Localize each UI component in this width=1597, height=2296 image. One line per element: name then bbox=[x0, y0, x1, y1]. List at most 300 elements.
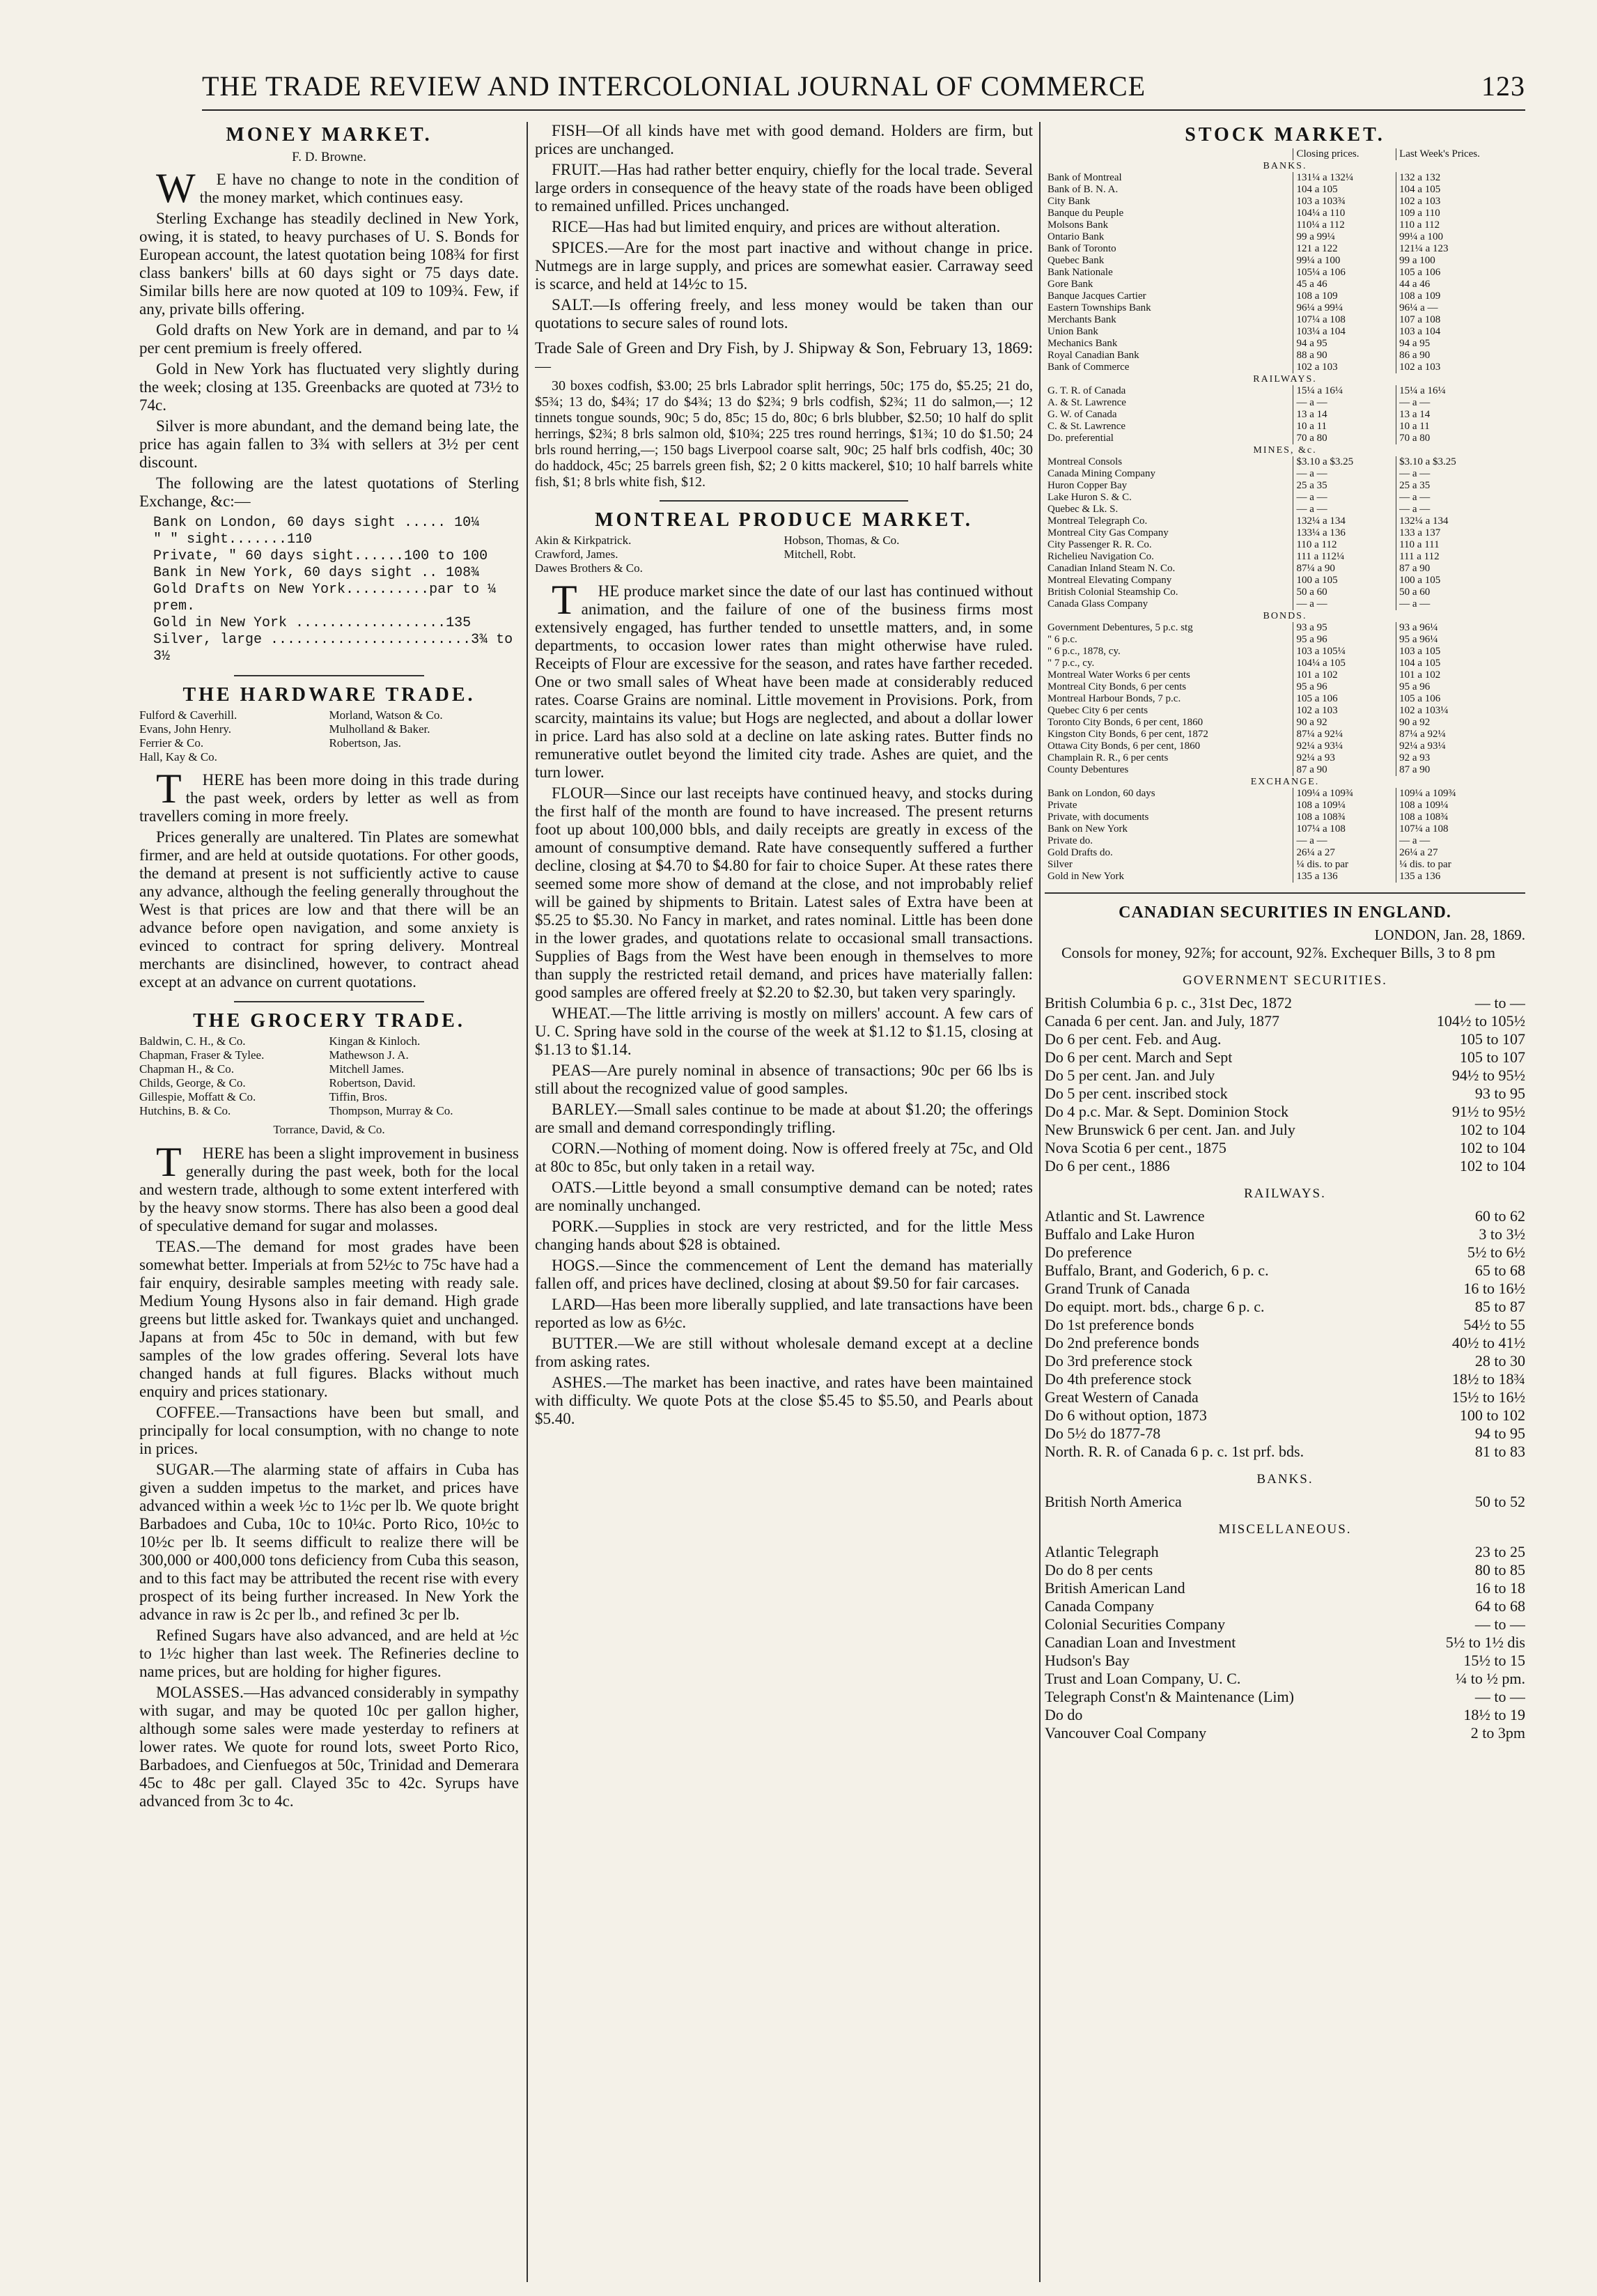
stock-closing: 108 a 109¼ bbox=[1293, 800, 1396, 812]
stock-last: 102 a 103¼ bbox=[1396, 705, 1525, 717]
stock-closing: 88 a 90 bbox=[1293, 350, 1396, 362]
security-row bbox=[1045, 1579, 1525, 1597]
column-2 bbox=[535, 122, 1033, 2282]
stock-last: 135 a 136 bbox=[1396, 871, 1525, 883]
stock-last: 13 a 14 bbox=[1396, 409, 1525, 421]
firm-name: Hobson, Thomas, & Co. bbox=[784, 534, 900, 547]
stock-last: 94 a 95 bbox=[1396, 338, 1525, 350]
security-price: 15½ to 16½ bbox=[1451, 1388, 1525, 1406]
firm-name: Gillespie, Moffatt & Co. bbox=[139, 1090, 256, 1103]
firm-name: Hutchins, B. & Co. bbox=[139, 1104, 231, 1117]
security-row bbox=[1045, 1157, 1525, 1175]
stock-row bbox=[1045, 563, 1525, 575]
stock-closing: 102 a 103 bbox=[1293, 362, 1396, 373]
security-name: Do 6 per cent. Feb. and Aug. bbox=[1045, 1030, 1222, 1048]
article-paragraph: HOGS.—Since the commencement of Lent the demand has materially fallen off, and prices have declined, closing at about $9.50 for fair carcases. bbox=[535, 1257, 1033, 1292]
security-name: Do 2nd preference bonds bbox=[1045, 1334, 1199, 1351]
stock-name: Bank of B. N. A. bbox=[1047, 184, 1119, 195]
security-name: Do 1st preference bonds bbox=[1045, 1316, 1194, 1333]
stock-closing: 87¼ a 92¼ bbox=[1293, 729, 1396, 740]
security-row bbox=[1045, 1012, 1525, 1030]
stock-row bbox=[1045, 279, 1525, 290]
security-row bbox=[1045, 1139, 1525, 1157]
stock-name: British Colonial Steamship Co. bbox=[1047, 587, 1178, 598]
stock-name: Huron Copper Bay bbox=[1047, 480, 1128, 491]
stock-closing: 111 a 112¼ bbox=[1293, 551, 1396, 563]
stock-last: 87¼ a 92¼ bbox=[1396, 729, 1525, 740]
stock-closing: $3.10 a $3.25 bbox=[1293, 456, 1396, 468]
stock-row bbox=[1045, 515, 1525, 527]
security-row bbox=[1045, 1243, 1525, 1262]
security-row bbox=[1045, 994, 1525, 1012]
article-paragraph: CORN.—Nothing of moment doing. Now is offered freely at 75c, and Old at 80c to 85c, but only taken in a retail way. bbox=[535, 1140, 1033, 1175]
security-price: 85 to 87 bbox=[1474, 1298, 1525, 1315]
securities-dateline: LONDON, Jan. 28, 1869. bbox=[1374, 926, 1525, 943]
stock-closing: 105¼ a 106 bbox=[1293, 267, 1396, 279]
stock-row bbox=[1045, 397, 1525, 409]
stock-row bbox=[1045, 231, 1525, 243]
security-name: Canada 6 per cent. Jan. and July, 1877 bbox=[1045, 1012, 1280, 1030]
firm-name: Mulholland & Baker. bbox=[329, 722, 430, 736]
firm-name: Mitchell James. bbox=[329, 1062, 405, 1076]
stock-row bbox=[1045, 681, 1525, 693]
stock-name: Gore Bank bbox=[1047, 279, 1093, 290]
stock-row bbox=[1045, 480, 1525, 492]
stock-name: Bank on London, 60 days bbox=[1047, 788, 1155, 799]
stock-last: 102 a 103 bbox=[1396, 362, 1525, 373]
stock-row bbox=[1045, 326, 1525, 338]
stock-last: 95 a 96 bbox=[1396, 681, 1525, 693]
stock-closing: 135 a 136 bbox=[1293, 871, 1396, 883]
security-row bbox=[1045, 1615, 1525, 1634]
stock-row bbox=[1045, 338, 1525, 350]
quote-line: Silver, large ........................3¾ to 3½ bbox=[153, 632, 513, 665]
stock-name: G. T. R. of Canada bbox=[1047, 385, 1126, 396]
stock-closing: 25 a 35 bbox=[1293, 480, 1396, 492]
security-price: — to — bbox=[1474, 1688, 1525, 1705]
stock-closing: 95 a 96 bbox=[1293, 681, 1396, 693]
stock-category-row bbox=[1045, 776, 1525, 788]
security-price: 93 to 95 bbox=[1474, 1085, 1525, 1102]
stock-last: 50 a 60 bbox=[1396, 587, 1525, 598]
article-paragraph: WHEAT.—The little arriving is mostly on millers' account. A few cars of U. C. Spring have sold in the course of the week at $1.12 to $1.15, closing at $1.13 to $1.14. bbox=[535, 1004, 1033, 1058]
stock-last: 101 a 102 bbox=[1396, 669, 1525, 681]
security-row bbox=[1045, 1298, 1525, 1316]
stock-name: Champlain R. R., 6 per cents bbox=[1047, 752, 1169, 763]
stock-row bbox=[1045, 208, 1525, 219]
stock-closing: — a — bbox=[1293, 598, 1396, 610]
stock-category-row bbox=[1045, 610, 1525, 622]
stock-last: 92¼ a 93¼ bbox=[1396, 740, 1525, 752]
security-price: 65 to 68 bbox=[1474, 1262, 1525, 1279]
stock-row bbox=[1045, 551, 1525, 563]
section-divider bbox=[234, 1001, 424, 1002]
stock-row bbox=[1045, 646, 1525, 658]
security-price: — to — bbox=[1474, 1615, 1525, 1633]
stock-closing: 110¼ a 112 bbox=[1293, 219, 1396, 231]
stock-last: 111 a 112 bbox=[1396, 551, 1525, 563]
security-row bbox=[1045, 1085, 1525, 1103]
security-name: Buffalo, Brant, and Goderich, 6 p. c. bbox=[1045, 1262, 1269, 1279]
stock-category-label: MINES, &c. bbox=[1253, 445, 1317, 456]
security-price: 5½ to 6½ bbox=[1467, 1243, 1525, 1261]
security-name: Buffalo and Lake Huron bbox=[1045, 1225, 1195, 1243]
stock-last: 99¼ a 100 bbox=[1396, 231, 1525, 243]
security-name: Nova Scotia 6 per cent., 1875 bbox=[1045, 1139, 1226, 1156]
stock-last: 92 a 93 bbox=[1396, 752, 1525, 764]
column-rule bbox=[1039, 122, 1041, 2282]
security-name: Do 5 per cent. Jan. and July bbox=[1045, 1066, 1215, 1084]
stock-name: Bank Nationale bbox=[1047, 267, 1113, 278]
stock-name: Kingston City Bonds, 6 per cent, 1872 bbox=[1047, 729, 1208, 740]
stock-row bbox=[1045, 835, 1525, 847]
stock-name: Montreal Telegraph Co. bbox=[1047, 515, 1148, 527]
stock-last: 90 a 92 bbox=[1396, 717, 1525, 729]
securities-category: MISCELLANEOUS. bbox=[1218, 1522, 1352, 1537]
stock-closing: 96¼ a 99¼ bbox=[1293, 302, 1396, 314]
stock-last: — a — bbox=[1396, 504, 1525, 515]
stock-closing: 108 a 109 bbox=[1293, 290, 1396, 302]
article-paragraph: THERE has been a slight improvement in business generally during the past week, both for the local and western trade, although to some extent interfered with by the heavy snow storms. There has also been a good deal of speculative demand for sugar and molasses. bbox=[139, 1139, 519, 1234]
stock-last: 132 a 132 bbox=[1396, 172, 1525, 184]
stock-closing: 99¼ a 100 bbox=[1293, 255, 1396, 267]
stock-last: 70 a 80 bbox=[1396, 433, 1525, 444]
security-row bbox=[1045, 1543, 1525, 1561]
stock-closing: — a — bbox=[1293, 835, 1396, 847]
security-price: 18½ to 18¾ bbox=[1451, 1370, 1525, 1388]
stock-last: ¼ dis. to par bbox=[1396, 859, 1525, 871]
stock-name: Quebec City 6 per cents bbox=[1047, 705, 1148, 716]
firm-name: Mathewson J. A. bbox=[329, 1048, 409, 1062]
firm-name: Akin & Kirkpatrick. bbox=[535, 534, 632, 547]
stock-row bbox=[1045, 172, 1525, 184]
security-row bbox=[1045, 1493, 1525, 1511]
article-paragraph: Silver is more abundant, and the demand being late, the price has again fallen to 3¾ with sellers at 3½ per cent discount. bbox=[139, 417, 519, 471]
stock-closing: 103 a 105¼ bbox=[1293, 646, 1396, 658]
security-name: Hudson's Bay bbox=[1045, 1652, 1130, 1669]
stock-closing: 95 a 96 bbox=[1293, 634, 1396, 646]
security-row bbox=[1045, 1352, 1525, 1370]
stock-row bbox=[1045, 409, 1525, 421]
stock-category-row bbox=[1045, 160, 1525, 172]
security-price: 105 to 107 bbox=[1459, 1030, 1525, 1048]
security-price: ¼ to ½ pm. bbox=[1455, 1670, 1525, 1687]
stock-name: Bank on New York bbox=[1047, 823, 1128, 835]
firm-name: Robertson, David. bbox=[329, 1076, 416, 1089]
article-paragraph: Gold in New York has fluctuated very slightly during the week; closing at 135. Greenbacks are quoted at 73½ to 74c. bbox=[139, 360, 519, 414]
security-row bbox=[1045, 1066, 1525, 1085]
stock-closing: 99 a 99¼ bbox=[1293, 231, 1396, 243]
article-paragraph: The following are the latest quotations of Sterling Exchange, &c:— bbox=[139, 474, 519, 510]
security-price: 94 to 95 bbox=[1474, 1425, 1525, 1442]
stock-row bbox=[1045, 622, 1525, 634]
stock-name: Montreal City Gas Company bbox=[1047, 527, 1169, 538]
stock-name: Union Bank bbox=[1047, 326, 1098, 337]
stock-name: Bank of Montreal bbox=[1047, 172, 1122, 183]
security-price: 60 to 62 bbox=[1474, 1207, 1525, 1225]
stock-category-row bbox=[1045, 373, 1525, 385]
firm-name: Chapman H., & Co. bbox=[139, 1062, 234, 1076]
security-name: Trust and Loan Company, U. C. bbox=[1045, 1670, 1241, 1687]
stock-closing: 100 a 105 bbox=[1293, 575, 1396, 587]
stock-name: Richelieu Navigation Co. bbox=[1047, 551, 1154, 562]
security-name: Great Western of Canada bbox=[1045, 1388, 1199, 1406]
stock-row bbox=[1045, 740, 1525, 752]
security-price: 40½ to 41½ bbox=[1451, 1334, 1525, 1351]
grocery-firm-list bbox=[139, 1034, 519, 1118]
stock-closing: 132¼ a 134 bbox=[1293, 515, 1396, 527]
stock-last: 107¼ a 108 bbox=[1396, 823, 1525, 835]
stock-category-label: RAILWAYS. bbox=[1253, 374, 1317, 385]
security-row bbox=[1045, 1121, 1525, 1139]
firm-name: Mitchell, Robt. bbox=[784, 548, 856, 561]
stock-row bbox=[1045, 492, 1525, 504]
stock-row bbox=[1045, 456, 1525, 468]
stock-closing: 50 a 60 bbox=[1293, 587, 1396, 598]
stock-last: 10 a 11 bbox=[1396, 421, 1525, 433]
quote-line: Bank in New York, 60 days sight .. 108¾ bbox=[153, 565, 480, 581]
stock-closing: 107¼ a 108 bbox=[1293, 314, 1396, 326]
stock-name: Eastern Townships Bank bbox=[1047, 302, 1151, 313]
security-price: 102 to 104 bbox=[1459, 1157, 1525, 1174]
stock-name: Private bbox=[1047, 800, 1077, 811]
stock-name: Montreal Harbour Bonds, 7 p.c. bbox=[1047, 693, 1181, 704]
security-row bbox=[1045, 1030, 1525, 1048]
stock-row bbox=[1045, 433, 1525, 444]
security-price: 28 to 30 bbox=[1474, 1352, 1525, 1370]
stock-last: 107 a 108 bbox=[1396, 314, 1525, 326]
stock-row bbox=[1045, 788, 1525, 800]
stock-last: 15¼ a 16¼ bbox=[1396, 385, 1525, 397]
stock-row bbox=[1045, 693, 1525, 705]
stock-row bbox=[1045, 385, 1525, 397]
hardware-heading: THE HARDWARE TRADE. bbox=[182, 684, 476, 706]
stock-name: Gold Drafts do. bbox=[1047, 847, 1113, 858]
article-paragraph: PEAS—Are purely nominal in absence of transactions; 90c per 66 lbs is still about the recognized value of good samples. bbox=[535, 1062, 1033, 1097]
security-row bbox=[1045, 1207, 1525, 1225]
column-rule bbox=[527, 122, 528, 2282]
article-paragraph: WE have no change to note in the condition of the money market, which continues easy. bbox=[156, 165, 519, 211]
stock-closing: 90 a 92 bbox=[1293, 717, 1396, 729]
stock-last: 103 a 105 bbox=[1396, 646, 1525, 658]
stock-row bbox=[1045, 587, 1525, 598]
security-name: Do equipt. mort. bds., charge 6 p. c. bbox=[1045, 1298, 1265, 1315]
stock-category-label: BONDS. bbox=[1263, 611, 1307, 621]
security-row bbox=[1045, 1724, 1525, 1742]
security-row bbox=[1045, 1048, 1525, 1066]
stock-row bbox=[1045, 752, 1525, 764]
firm-name: Tiffin, Bros. bbox=[329, 1090, 388, 1103]
section-divider bbox=[660, 500, 909, 502]
stock-name: City Passenger R. R. Co. bbox=[1047, 539, 1152, 550]
stock-name: Ottawa City Bonds, 6 per cent, 1860 bbox=[1047, 740, 1201, 752]
stock-row bbox=[1045, 859, 1525, 871]
stock-name: County Debentures bbox=[1047, 764, 1129, 775]
stock-last: 87 a 90 bbox=[1396, 563, 1525, 575]
stock-name: Canada Mining Company bbox=[1047, 468, 1155, 479]
security-price: 54½ to 55 bbox=[1463, 1316, 1525, 1333]
stock-closing: 108 a 108¾ bbox=[1293, 812, 1396, 823]
stock-last: — a — bbox=[1396, 492, 1525, 504]
stock-category-label: BANKS. bbox=[1263, 161, 1307, 171]
section-divider bbox=[1045, 892, 1525, 894]
security-name: Do 5 per cent. inscribed stock bbox=[1045, 1085, 1228, 1102]
stock-row bbox=[1045, 314, 1525, 326]
stock-row bbox=[1045, 764, 1525, 776]
stock-closing: 13 a 14 bbox=[1293, 409, 1396, 421]
security-row bbox=[1045, 1262, 1525, 1280]
security-name: Vancouver Coal Company bbox=[1045, 1724, 1207, 1742]
stock-row bbox=[1045, 812, 1525, 823]
security-row bbox=[1045, 1688, 1525, 1706]
stock-row bbox=[1045, 421, 1525, 433]
security-price: — to — bbox=[1474, 994, 1525, 1011]
stock-row bbox=[1045, 669, 1525, 681]
securities-category: BANKS. bbox=[1256, 1472, 1314, 1487]
stock-closing: 26¼ a 27 bbox=[1293, 847, 1396, 859]
stock-closing: 87¼ a 90 bbox=[1293, 563, 1396, 575]
security-row bbox=[1045, 1103, 1525, 1121]
stock-row bbox=[1045, 705, 1525, 717]
column-1 bbox=[139, 122, 519, 2282]
article-paragraph: THE produce market since the date of our last has continued without animation, and the failure of one of the business firms most extensively engaged, has further tended to unsettle matters, and, in some departments, to occasion lower rates than might otherwise have ruled. Receipts of Flour are excessive for the season, and rates have farther receded. One or two small sales of Wheat have been made at considerably reduced rates. Coarse Grains are nominal. Little movement in Provisions. Pork, from scarcity, maintains its value; but Hogs are neglected, and about a dollar lower in price. Lard has also sold at a decline on late asking rates. Butter finds no remunerative outlet beyond the limited city trade. Ashes are quiet, and the turn lower. bbox=[535, 577, 1033, 781]
stock-last: 26¼ a 27 bbox=[1396, 847, 1525, 859]
security-row bbox=[1045, 1280, 1525, 1298]
stock-row bbox=[1045, 527, 1525, 539]
stock-name: Montreal Consols bbox=[1047, 456, 1123, 467]
stock-row bbox=[1045, 302, 1525, 314]
security-name: Do 6 per cent., 1886 bbox=[1045, 1157, 1170, 1174]
stock-closing: 131¼ a 132¼ bbox=[1293, 172, 1396, 184]
security-row bbox=[1045, 1634, 1525, 1652]
stock-row bbox=[1045, 362, 1525, 373]
stock-closing: 109¼ a 109¾ bbox=[1293, 788, 1396, 800]
firm-name: Torrance, David, & Co. bbox=[273, 1123, 385, 1136]
stock-row bbox=[1045, 823, 1525, 835]
stock-closing: 87 a 90 bbox=[1293, 764, 1396, 776]
stock-row bbox=[1045, 350, 1525, 362]
stock-last: 104 a 105 bbox=[1396, 658, 1525, 669]
article-paragraph: COFFEE.—Transactions have been but small, and principally for local consumption, with no change to note in prices. bbox=[139, 1404, 519, 1457]
article-paragraph: THERE has been more doing in this trade during the past week, orders by letter as well as from travellers coming in more freely. bbox=[139, 766, 519, 825]
stock-closing: 104 a 105 bbox=[1293, 184, 1396, 196]
firm-name: Morland, Watson & Co. bbox=[329, 708, 443, 722]
article-paragraph: Refined Sugars have also advanced, and are held at ½c to 1½c higher than last week. The Refineries decline to name prices, but are holding for higher figures. bbox=[139, 1627, 519, 1680]
security-price: 5½ to 1½ dis bbox=[1445, 1634, 1525, 1651]
hardware-firm-list bbox=[139, 708, 519, 764]
security-name: British North America bbox=[1045, 1493, 1182, 1510]
security-price: 3 to 3½ bbox=[1479, 1225, 1525, 1243]
stock-name: Merchants Bank bbox=[1047, 314, 1116, 325]
security-name: Atlantic Telegraph bbox=[1045, 1543, 1159, 1560]
stock-name: Molsons Bank bbox=[1047, 219, 1109, 231]
stock-last: 99 a 100 bbox=[1396, 255, 1525, 267]
security-price: 94½ to 95½ bbox=[1451, 1066, 1525, 1084]
stock-last: $3.10 a $3.25 bbox=[1396, 456, 1525, 468]
stock-closing: 102 a 103 bbox=[1293, 705, 1396, 717]
firm-name: Robertson, Jas. bbox=[329, 736, 401, 750]
masthead bbox=[202, 70, 1525, 111]
stock-name: Private, with documents bbox=[1047, 812, 1149, 823]
stock-row bbox=[1045, 634, 1525, 646]
article-paragraph: LARD—Has been more liberally supplied, and late transactions have been reported as low as 6½c. bbox=[535, 1296, 1033, 1331]
quote-line: Bank on London, 60 days sight ..... 10¼ bbox=[153, 515, 480, 531]
stock-name: Banque Jacques Cartier bbox=[1047, 290, 1146, 302]
stock-closing: 103¼ a 104 bbox=[1293, 326, 1396, 338]
firm-name: Childs, George, & Co. bbox=[139, 1076, 246, 1089]
security-name: Do 4 p.c. Mar. & Sept. Dominion Stock bbox=[1045, 1103, 1289, 1120]
security-name: Canadian Loan and Investment bbox=[1045, 1634, 1236, 1651]
stock-row bbox=[1045, 539, 1525, 551]
article-paragraph: RICE—Has had but limited enquiry, and prices are without alteration. bbox=[552, 218, 1001, 235]
stock-name: C. & St. Lawrence bbox=[1047, 421, 1126, 432]
stock-last: 100 a 105 bbox=[1396, 575, 1525, 587]
article-paragraph: SPICES.—Are for the most part inactive and without change in price. Nutmegs are in large supply, and prices are somewhat easier. Carraway seed is scarce, and held at 14½c to 15. bbox=[535, 239, 1033, 293]
security-price: 81 to 83 bbox=[1474, 1443, 1525, 1460]
article-paragraph: BARLEY.—Small sales continue to be made at about $1.20; the offerings are small and demand correspondingly trifling. bbox=[535, 1101, 1033, 1136]
quote-line: Gold in New York ..................135 bbox=[153, 615, 472, 631]
security-name: Do do 8 per cents bbox=[1045, 1561, 1153, 1578]
security-row bbox=[1045, 1316, 1525, 1334]
masthead-title: THE TRADE REVIEW AND INTERCOLONIAL JOURNAL OF COMMERCE bbox=[202, 70, 1146, 102]
stock-name: Government Debentures, 5 p.c. stg bbox=[1047, 622, 1193, 633]
security-price: 102 to 104 bbox=[1459, 1139, 1525, 1156]
security-price: 104½ to 105½ bbox=[1436, 1012, 1525, 1030]
security-row bbox=[1045, 1652, 1525, 1670]
stock-row bbox=[1045, 658, 1525, 669]
security-row bbox=[1045, 1425, 1525, 1443]
stock-name: Montreal Water Works 6 per cents bbox=[1047, 669, 1190, 681]
stock-closing: 105 a 106 bbox=[1293, 693, 1396, 705]
stock-closing: 92¼ a 93 bbox=[1293, 752, 1396, 764]
securities-intro: Consols for money, 92⅞; for account, 92⅞. Exchequer Bills, 3 to 8 pm bbox=[1061, 944, 1496, 961]
stock-last: 110 a 111 bbox=[1396, 539, 1525, 551]
firm-name: Fulford & Caverhill. bbox=[139, 708, 237, 722]
stock-category-label: EXCHANGE. bbox=[1250, 777, 1320, 787]
stock-name: Royal Canadian Bank bbox=[1047, 350, 1139, 361]
stock-last: 109 a 110 bbox=[1396, 208, 1525, 219]
stock-name: Montreal City Bonds, 6 per cents bbox=[1047, 681, 1187, 692]
security-name: Do 3rd preference stock bbox=[1045, 1352, 1192, 1370]
stock-last: 102 a 103 bbox=[1396, 196, 1525, 208]
securities-heading: CANADIAN SECURITIES IN ENGLAND. bbox=[1119, 903, 1451, 922]
page-number: 123 bbox=[1481, 70, 1525, 102]
stock-name: Toronto City Bonds, 6 per cent, 1860 bbox=[1047, 717, 1203, 728]
firm-name: Chapman, Fraser & Tylee. bbox=[139, 1048, 265, 1062]
stock-row bbox=[1045, 729, 1525, 740]
security-row bbox=[1045, 1561, 1525, 1579]
stock-row bbox=[1045, 196, 1525, 208]
stock-name: Banque du Peuple bbox=[1047, 208, 1124, 219]
stock-name: " 6 p.c., 1878, cy. bbox=[1047, 646, 1121, 657]
security-name: Telegraph Const'n & Maintenance (Lim) bbox=[1045, 1688, 1294, 1705]
money-byline: F. D. Browne. bbox=[292, 150, 366, 164]
firm-name: Ferrier & Co. bbox=[139, 736, 204, 750]
stock-name: City Bank bbox=[1047, 196, 1091, 207]
firm-name: Dawes Brothers & Co. bbox=[535, 561, 643, 575]
grocery-heading: THE GROCERY TRADE. bbox=[193, 1010, 465, 1032]
article-paragraph: SUGAR.—The alarming state of affairs in Cuba has given a sudden impetus to the market, and prices have advanced within a week ½c to 1½c per lb. We quote bright Barbadoes and Cuba, 10c to 10¼c. Porto Rico, 10½c to 10½c per lb. It seems difficult to realize there will be 300,000 or 400,000 tons deficiency from Cuba this season, and to this fact may be attributed the recent rise with every prospect of its being further increased. In New York the advance in raw is 2c per lb., and refined 3c per lb. bbox=[139, 1461, 519, 1623]
produce-heading: MONTREAL PRODUCE MARKET. bbox=[595, 509, 973, 531]
security-row bbox=[1045, 1706, 1525, 1724]
stock-last: — a — bbox=[1396, 468, 1525, 480]
stock-last: 95 a 96¼ bbox=[1396, 634, 1525, 646]
stock-closing: 121 a 122 bbox=[1293, 243, 1396, 255]
stock-last: 132¼ a 134 bbox=[1396, 515, 1525, 527]
security-price: 91½ to 95½ bbox=[1451, 1103, 1525, 1120]
stock-name: Canada Glass Company bbox=[1047, 598, 1148, 610]
securities-category: GOVERNMENT SECURITIES. bbox=[1183, 973, 1387, 988]
